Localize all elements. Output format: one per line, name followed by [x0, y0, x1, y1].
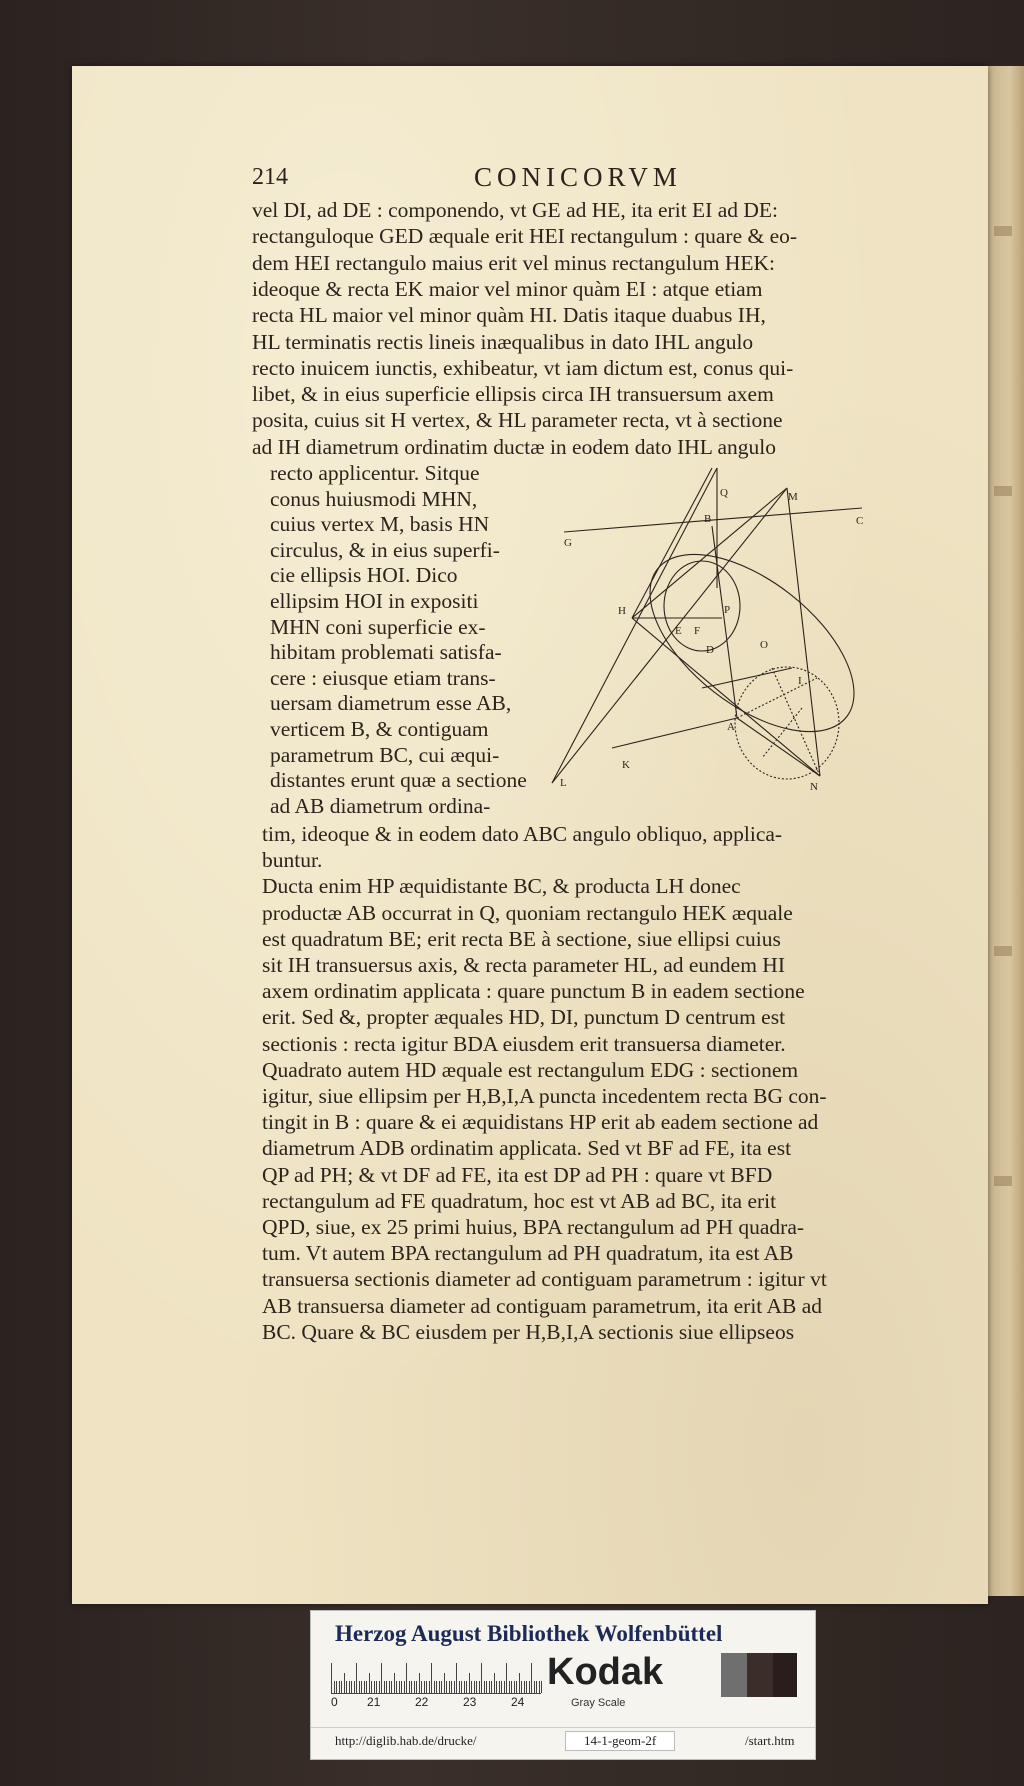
- ruler-tick: [341, 1681, 342, 1693]
- ruler-tick: [484, 1681, 485, 1693]
- text-line: Quadrato autem HD æquale est rectangulum EDG : sectionem: [262, 1057, 799, 1082]
- ruler-tick: [481, 1663, 482, 1693]
- text-line: sit IH transuersus axis, & recta parameter HL, ad eundem HI: [262, 953, 785, 977]
- text-line: est quadratum BE; erit recta BE à sectione, siue ellipsi cuius: [262, 926, 781, 951]
- line-mh: [632, 488, 787, 618]
- text-line: distantes erunt quæ a sectione: [270, 768, 527, 793]
- ruler-tick: [529, 1681, 530, 1693]
- dashed-line: [737, 678, 817, 718]
- ruler-tick: [519, 1673, 520, 1693]
- text-line: verticem B, & contiguam: [270, 717, 489, 741]
- ruler-tick: [516, 1681, 517, 1693]
- text-line: circulus, & in eius superfi-: [270, 537, 500, 562]
- geometric-figure: [562, 478, 878, 798]
- text-line: recto inuicem iunctis, exhibeatur, vt iam dictum est, conus qui-: [252, 355, 794, 380]
- ruler-tick: [441, 1681, 442, 1693]
- label-p: P: [724, 604, 731, 616]
- text-line: transuersa sectionis diameter ad contiguam parametrum : igitur vt: [262, 1267, 827, 1292]
- ruler-tick: [431, 1663, 432, 1693]
- ruler-tick: [506, 1663, 507, 1693]
- line-hn: [632, 618, 820, 776]
- ruler-tick: [414, 1681, 415, 1693]
- ruler-tick: [371, 1681, 372, 1693]
- text-line: tingit in B : quare & ei æquidistans HP erit ab eadem sectione ad: [262, 1110, 819, 1135]
- ruler-tick: [514, 1681, 515, 1693]
- ruler-tick: [466, 1681, 467, 1693]
- ruler-tick: [496, 1681, 497, 1693]
- text-line: tim, ideoque & in eodem dato ABC angulo obliquo, applica-: [262, 822, 783, 846]
- text-line: sectionis : recta igitur BDA eiusdem erit transuersa diameter.: [262, 1031, 786, 1056]
- ruler-tick: [416, 1681, 417, 1693]
- page-edge-mark: [994, 946, 1012, 956]
- ruler-tick: [336, 1681, 337, 1693]
- base-circle-hn: [735, 667, 839, 779]
- ruler-tick: [471, 1681, 472, 1693]
- text-line: ad AB diametrum ordina-: [270, 793, 491, 818]
- ruler-tick: [474, 1681, 475, 1693]
- url-base: http://diglib.hab.de/drucke/: [335, 1733, 477, 1748]
- ruler-tick: [436, 1681, 437, 1693]
- ruler-tick: [376, 1681, 377, 1693]
- ruler-tick: [409, 1681, 410, 1693]
- ruler-tick: [479, 1681, 480, 1693]
- ruler-tick: [469, 1673, 470, 1693]
- text-line: axem ordinatim applicata : quare punctum B in eadem sectione: [262, 979, 805, 1004]
- ruler-number: 0: [331, 1695, 338, 1709]
- ruler-tick: [424, 1681, 425, 1693]
- ruler-tick: [504, 1681, 505, 1693]
- label-b: B: [704, 513, 712, 525]
- text-line: ellipsim HOI in expositi: [270, 589, 479, 613]
- ruler-tick: [446, 1681, 447, 1693]
- text-line: libet, & in eius superficie ellipsis circa IH transuersum axem: [252, 382, 774, 407]
- ruler-tick: [541, 1681, 542, 1693]
- ruler-tick: [331, 1663, 332, 1693]
- ruler-tick: [389, 1681, 390, 1693]
- line-hq: [632, 468, 712, 618]
- label-a: A: [727, 721, 735, 733]
- text-line: ad IH diametrum ordinatim ductæ in eodem dato IHL angulo: [252, 434, 777, 459]
- text-line: buntur.: [262, 848, 323, 873]
- ruler-tick: [491, 1681, 492, 1693]
- ruler-tick: [351, 1681, 352, 1693]
- ruler-tick: [434, 1681, 435, 1693]
- ruler-tick: [454, 1681, 455, 1693]
- ruler-tick: [494, 1673, 495, 1693]
- text-line: rectangulum ad FE quadratum, hoc est vt AB ad BC, ita erit: [262, 1188, 777, 1213]
- ruler-tick: [386, 1681, 387, 1693]
- text-line: productæ AB occurrat in Q, quoniam rectangulo HEK æquale: [262, 900, 793, 925]
- ruler-tick: [486, 1681, 487, 1693]
- label-q: Q: [720, 487, 728, 499]
- text-line: conus huiusmodi MHN,: [270, 486, 478, 511]
- text-line: recta HL maior vel minor quàm HI. Datis itaque duabus IH,: [252, 303, 766, 328]
- text-line: diametrum ADB ordinatim applicata. Sed vt BF ad FE, ita est: [262, 1136, 792, 1161]
- ruler-tick: [391, 1681, 392, 1693]
- gray-scale-caption: Gray Scale: [571, 1697, 626, 1709]
- label-d: D: [706, 644, 714, 656]
- text-line: uersam diametrum esse AB,: [270, 691, 512, 716]
- label-h: H: [618, 605, 626, 617]
- ruler-tick: [421, 1681, 422, 1693]
- text-line: posita, cuius sit H vertex, & HL parameter recta, vt à sectione: [252, 408, 783, 433]
- text-line: AB transuersa diameter ad contiguam parametrum, ita erit AB ad: [262, 1293, 823, 1318]
- ruler-number: 24: [511, 1695, 525, 1709]
- ruler-number: 21: [367, 1695, 381, 1709]
- ruler-tick: [451, 1681, 452, 1693]
- label-n: N: [810, 781, 818, 793]
- page-edge-mark: [994, 486, 1012, 496]
- text-line: parametrum BC, cui æqui-: [270, 742, 500, 767]
- ruler-tick: [349, 1681, 350, 1693]
- line-through-i: [702, 668, 792, 688]
- ruler-tick: [456, 1663, 457, 1693]
- ruler-tick: [499, 1681, 500, 1693]
- ruler-tick: [401, 1681, 402, 1693]
- label-m: M: [788, 491, 798, 503]
- ruler-tick: [536, 1681, 537, 1693]
- ruler-tick: [511, 1681, 512, 1693]
- ruler-tick: [399, 1681, 400, 1693]
- ruler-tick: [489, 1681, 490, 1693]
- ruler-number: 23: [463, 1695, 477, 1709]
- gray-swatch: [773, 1653, 797, 1697]
- text-line: hibitam problemati satisfa-: [270, 640, 502, 665]
- ruler-tick: [354, 1681, 355, 1693]
- label-c: C: [856, 515, 864, 527]
- label-e: E: [675, 625, 682, 637]
- text-line: cie ellipsis HOI. Dico: [270, 563, 458, 588]
- ruler-tick: [444, 1673, 445, 1693]
- ruler-tick: [339, 1681, 340, 1693]
- text-line: vel DI, ad DE : componendo, vt GE ad HE, ita erit EI ad DE:: [252, 198, 779, 222]
- url-signature: 14-1-geom-2f: [565, 1731, 675, 1751]
- measurement-ruler: [331, 1659, 541, 1694]
- ruler-tick: [509, 1681, 510, 1693]
- ruler-tick: [439, 1681, 440, 1693]
- text-line: ideoque & recta EK maior vel minor quàm EI : atque etiam: [252, 276, 763, 301]
- text-line: cuius vertex M, basis HN: [270, 512, 490, 537]
- ruler-numbers: [331, 1695, 551, 1715]
- kodak-logo: Kodak: [547, 1651, 664, 1693]
- page-edge-mark: [994, 226, 1012, 236]
- ruler-tick: [476, 1681, 477, 1693]
- ruler-tick: [356, 1663, 357, 1693]
- page-header: [252, 164, 712, 198]
- label-o: O: [760, 639, 768, 651]
- ruler-tick: [361, 1681, 362, 1693]
- text-line: erit. Sed &, propter æquales HD, DI, punctum D centrum est: [262, 1005, 786, 1030]
- ruler-tick: [404, 1681, 405, 1693]
- gray-swatch: [747, 1653, 773, 1697]
- ruler-tick: [366, 1681, 367, 1693]
- ruler-tick: [524, 1681, 525, 1693]
- text-line: QPD, siue, ex 25 primi huius, BPA rectangulum ad PH quadra-: [262, 1215, 805, 1239]
- ruler-tick: [394, 1673, 395, 1693]
- ruler-tick: [344, 1673, 345, 1693]
- gray-swatch: [721, 1653, 747, 1697]
- url-suffix: /start.htm: [745, 1733, 795, 1748]
- ruler-tick: [464, 1681, 465, 1693]
- ruler-tick: [526, 1681, 527, 1693]
- library-name: Herzog August Bibliothek Wolfenbüttel: [335, 1621, 723, 1646]
- text-line: MHN coni superficie ex-: [270, 614, 486, 639]
- ruler-tick: [411, 1681, 412, 1693]
- line-ka: [612, 718, 737, 748]
- line-mn: [787, 488, 820, 776]
- adjacent-page-edge: [988, 66, 1024, 1596]
- ruler-tick: [459, 1681, 460, 1693]
- ruler-tick: [539, 1681, 540, 1693]
- text-line: BC. Quare & BC eiusdem per H,B,I,A sectionis siue ellipseos: [262, 1319, 795, 1344]
- ruler-tick: [534, 1681, 535, 1693]
- text-line: recto applicentur. Sitque: [270, 461, 480, 485]
- ruler-tick: [359, 1681, 360, 1693]
- ruler-tick: [381, 1663, 382, 1693]
- ruler-tick: [419, 1673, 420, 1693]
- ruler-tick: [429, 1681, 430, 1693]
- line-gc: [564, 508, 862, 532]
- text-line: igitur, siue ellipsim per H,B,I,A puncta incedentem recta BG con-: [262, 1084, 827, 1108]
- ruler-number: 22: [415, 1695, 429, 1709]
- ruler-tick: [461, 1681, 462, 1693]
- ruler-tick: [369, 1673, 370, 1693]
- ruler-tick: [449, 1681, 450, 1693]
- label-l: L: [560, 777, 567, 789]
- text-line: cere : eiusque etiam trans-: [270, 665, 496, 690]
- url-row: [311, 1727, 815, 1754]
- running-title: CONICORVM: [474, 162, 682, 192]
- page-edge-mark: [994, 1176, 1012, 1186]
- ruler-tick: [364, 1681, 365, 1693]
- label-g: G: [564, 537, 572, 549]
- label-i: I: [798, 675, 802, 687]
- page-number: 214: [252, 164, 288, 190]
- ruler-tick: [334, 1681, 335, 1693]
- line-lm: [552, 488, 787, 783]
- ruler-tick: [346, 1681, 347, 1693]
- ruler-tick: [521, 1681, 522, 1693]
- text-line: tum. Vt autem BPA rectangulum ad PH quadratum, ita est AB: [262, 1241, 794, 1266]
- ruler-tick: [384, 1681, 385, 1693]
- ruler-tick: [396, 1681, 397, 1693]
- ruler-tick: [531, 1663, 532, 1693]
- line-lq: [552, 468, 717, 783]
- label-k: K: [622, 759, 630, 771]
- cone-ellipse-diagram: [562, 478, 878, 798]
- text-line: Ducta enim HP æquidistante BC, & producta LH donec: [262, 874, 741, 899]
- archive-label: [310, 1610, 816, 1760]
- ruler-tick: [374, 1681, 375, 1693]
- text-line: rectanguloque GED æquale erit HEI rectangulum : quare & eo-: [252, 224, 798, 249]
- ruler-tick: [501, 1681, 502, 1693]
- ruler-tick: [426, 1681, 427, 1693]
- text-line: dem HEI rectangulo maius erit vel minus rectangulum HEK:: [252, 250, 776, 275]
- text-line: HL terminatis rectis lineis inæqualibus in dato IHL angulo: [252, 329, 754, 354]
- label-f: F: [694, 625, 701, 637]
- text-line: QP ad PH; & vt DF ad FE, ita est DP ad PH : quare vt BFD: [262, 1162, 773, 1187]
- ruler-tick: [406, 1663, 407, 1693]
- ruler-tick: [379, 1681, 380, 1693]
